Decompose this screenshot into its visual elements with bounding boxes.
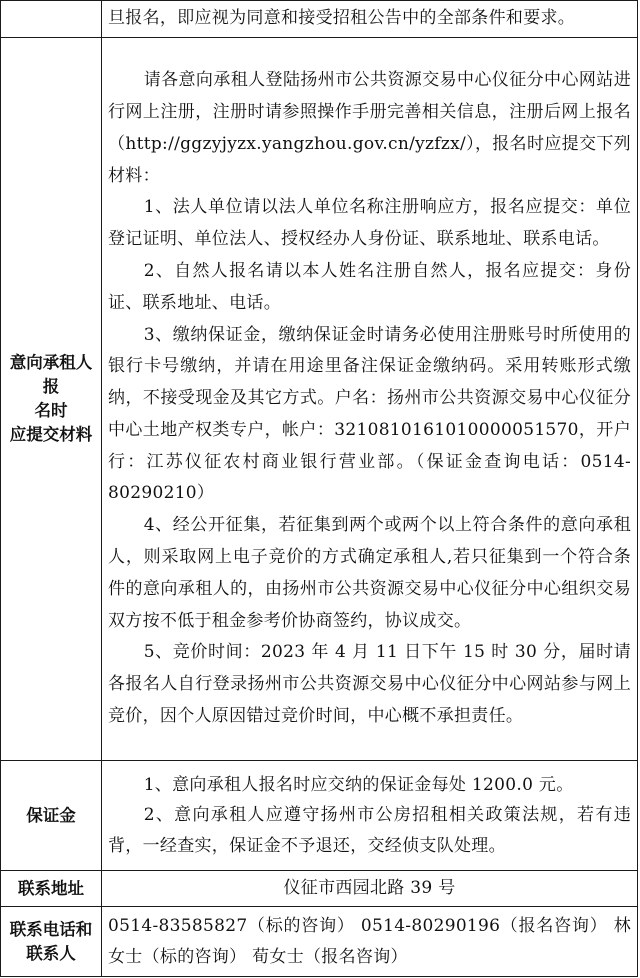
contact-value [102,907,638,977]
materials-content [102,38,638,761]
materials-item-3: 3、缴纳保证金，缴纳保证金时请务必使用注册账号时所使用的银行卡号缴纳，并请在用途里备注保证金缴纳码。采用转账形式缴纳，不接受现金及其它方式。户名：扬州市公共资源交易中心仪征分中心土地产权类专户，帐户：321081016101000005157‌0，开户行：江苏仪征农村商业银行营业部。（保证金查询电话：0514-80290210） [108,324,631,504]
contact-paragraph: 0514-83585827（标的咨询） 0514-80290196（报名咨询） 林女士（标的咨询） 荀女士（报名咨询） [108,916,631,967]
deposit-label: 保证金 [1,761,102,871]
row-continuation [1,1,638,38]
continuation-paragraph: 旦报名，即应视为同意和接受招租公告中的全部条件和要求。 [108,8,576,29]
materials-item-5: 5、竞价时间：2023 年 4 月 11 日下午 15 时 30 分，届时请各报名人自行登录扬州市公共资源交易中心仪征分中心网站参与网上竞价，因个人原因错过竞价时间，中心概不承担责任。 [108,642,631,727]
materials-item-1: 1、法人单位请以法人单位名称注册响应方，报名应提交：单位登记证明、单位法人、授权经办人身份证、联系地址、联系电话。 [108,197,631,250]
deposit-item-2: 2、意向承租人应遵守扬州市公房招租相关政策法规，若有违背，一经查实，保证金不予退还，交经侦支队处理。 [108,805,631,856]
contact-label: 联系电话和联系人 [1,907,102,977]
materials-label-line2: 名时 [34,402,68,420]
continuation-label-cell [1,1,102,38]
materials-item-2: 2、自然人报名请以本人姓名注册自然人，报名应提交：身份证、联系地址、电话。 [108,260,631,313]
address-value: 仪征市西园北路 39 号 [102,871,638,907]
row-contact [1,907,638,977]
materials-item-4: 4、经公开征集，若征集到两个或两个以上符合条件的意向承租人，则采取网上电子竞价的方式确定承租人,若只征集到一个符合条件的意向承租人的，由扬州市公共资源交易中心仪征分中心组织交易双方按不低于租金参考价协商签约，协议成交。 [108,515,631,631]
row-materials [1,38,638,761]
row-address [1,871,638,907]
continuation-text [102,1,638,38]
materials-label-line3: 应提交材料 [9,426,93,444]
deposit-content [102,761,638,871]
materials-intro: 请各意向承租人登陆扬州市公共资源交易中心仪征分中心网站进行网上注册，注册时请参照操作手册完善相关信息，注册后网上报名（http://ggzyjyzx.yangzhou.gov.cn/yzfzx/），报名时应提交下列材料： [108,70,631,186]
materials-label [1,38,102,761]
row-deposit [1,761,638,871]
deposit-item-1: 1、意向承租人报名时应交纳的保证金每处 1200.0 元。 [143,774,574,795]
materials-label-line1: 意向承租人报 [9,354,93,396]
address-label: 联系地址 [1,871,102,907]
